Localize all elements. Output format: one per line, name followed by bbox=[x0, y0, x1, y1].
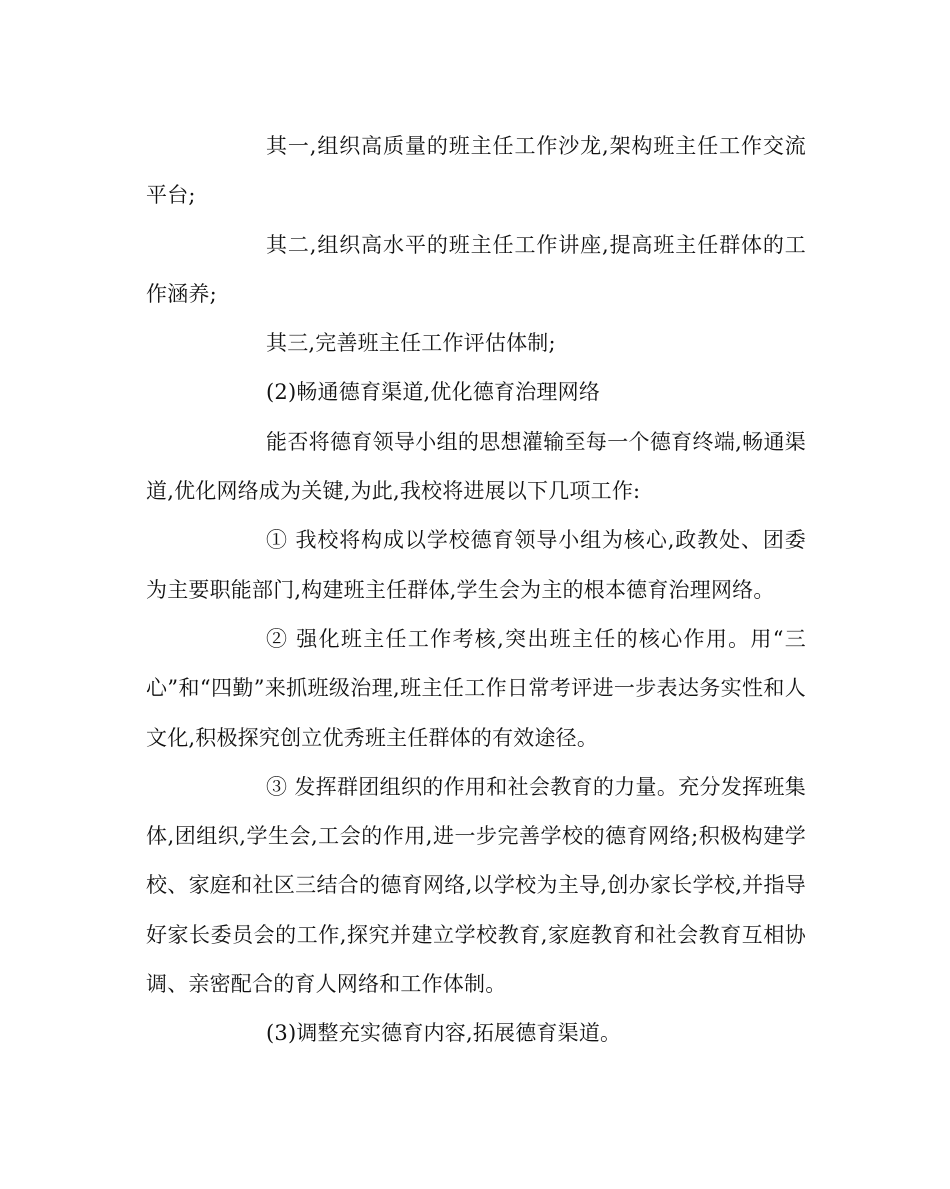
paragraph-item-2: 其二,组织高水平的班主任工作讲座,提高班主任群体的工作涵养; bbox=[146, 232, 806, 306]
section-heading-2: (2)畅通德育渠道,优化德育治理网络 bbox=[266, 380, 601, 405]
list-item-2: ② 强化班主任工作考核,突出班主任的核心作用。用“三心”和“四勤”来抓班级治理,班主任工作日常考评进一步表达务实性和人文化,积极探究创立优秀班主任群体的有效途径。 bbox=[146, 626, 806, 750]
paragraph-item-1: 其一,组织高质量的班主任工作沙龙,架构班主任工作交流平台; bbox=[146, 134, 806, 208]
paragraph-intro: 能否将德育领导小组的思想灌输至每一个德育终端,畅通渠道,优化网络成为关键,为此,我校将进展以下几项工作: bbox=[146, 429, 806, 504]
paragraph-item-3: 其三,完善班主任工作评估体制; bbox=[266, 331, 556, 356]
document-body bbox=[146, 122, 806, 1059]
list-item-3: ③ 发挥群团组织的作用和社会教育的力量。充分发挥班集体,团组织,学生会,工会的作用,进一步完善学校的德育网络;积极构建学校、家庭和社区三结合的德育网络,以学校为主导,创办家长学校,并指导好家长委员会的工作,探究并建立学校教育,家庭教育和社会教育互相协调、亲密配合的育人网络和工作体制。 bbox=[146, 774, 806, 997]
section-heading-3: (3)调整充实德育内容,拓展德育渠道。 bbox=[266, 1021, 622, 1046]
list-item-1: ① 我校将构成以学校德育领导小组为核心,政教处、团委为主要职能部门,构建班主任群体,学生会为主的根本德育治理网络。 bbox=[146, 528, 806, 602]
